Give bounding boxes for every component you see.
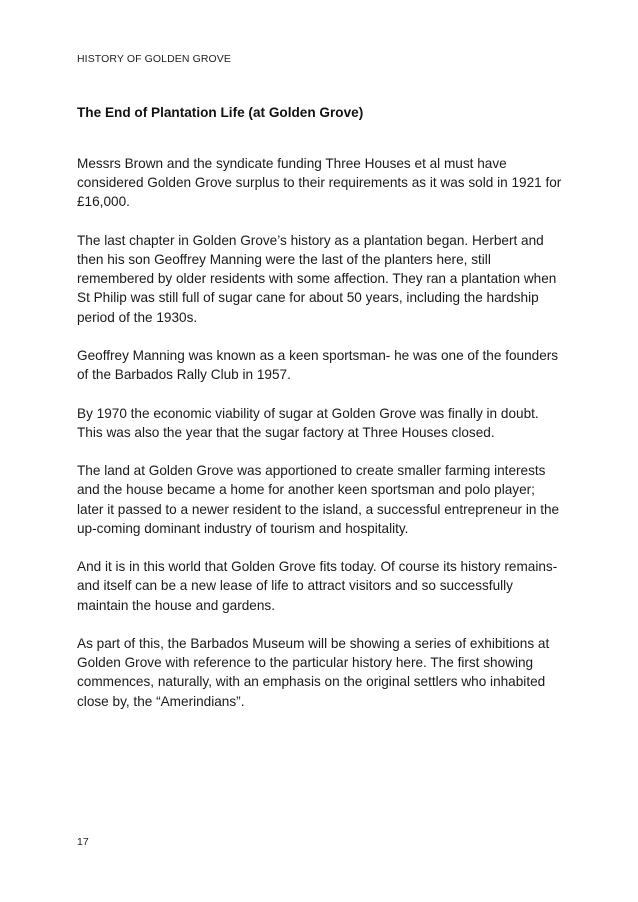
section-body xyxy=(77,154,562,730)
section-title: The End of Plantation Life (at Golden Grove) xyxy=(77,105,364,120)
running-header: HISTORY OF GOLDEN GROVE xyxy=(77,53,232,65)
paragraph-geoffrey-manning: Geoffrey Manning was known as a keen sportsman- he was one of the founders of the Barbados Rally Club in 1957. xyxy=(77,348,559,383)
paragraph-museum-exhibitions: As part of this, the Barbados Museum will be showing a series of exhibitions at Golden Grove with reference to the particular history here. The first showing commences, naturally, with an emphasis on the original settlers who inhabited close by, the “Amerindians”. xyxy=(77,635,550,709)
paragraph-sale-1921: Messrs Brown and the syndicate funding Three Houses et al must have considered Golden Grove surplus to their requirements as it was sold in 1921 for £16,000. xyxy=(77,156,562,210)
page-number: 17 xyxy=(77,836,89,848)
paragraph-land-apportioned: The land at Golden Grove was apportioned to create smaller farming interests and the house became a home for another keen sportsman and polo player; later it passed to a newer resident to the island, a successful entrepreneur in the up-coming dominant industry of tourism and hospitality. xyxy=(77,463,560,536)
paragraph-1970: By 1970 the economic viability of sugar at Golden Grove was finally in doubt. This was also the year that the sugar factory at Three Houses closed. xyxy=(77,405,539,440)
paragraph-last-chapter: The last chapter in Golden Grove’s history as a plantation began. Herbert and then his son Geoffrey Manning were the last of the planters here, still remembered by older residents with some affection. They ran a plantation when St Philip was still full of sugar cane for about 50 years, including the hardship period of the 1930s. xyxy=(77,232,557,325)
paragraph-today: And it is in this world that Golden Grove fits today. Of course its history remains- and itself can be a new lease of life to attract visitors and so successfully maintain the house and gardens. xyxy=(77,559,558,613)
